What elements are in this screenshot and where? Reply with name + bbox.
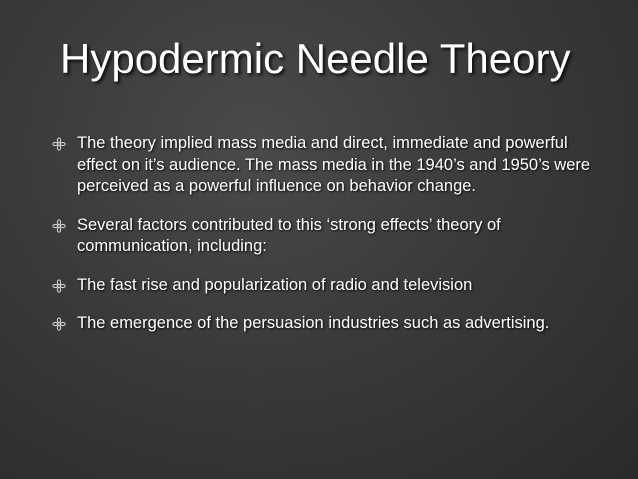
bullet-item <box>52 275 592 297</box>
bullet-text: The emergence of the persuasion industries such as advertising. <box>77 314 550 332</box>
flower-bullet-icon <box>52 219 66 233</box>
bullet-list <box>52 133 592 352</box>
flower-bullet-icon <box>52 137 66 151</box>
bullet-text: The fast rise and popularization of radio and television <box>77 275 473 294</box>
bullet-item <box>52 313 592 335</box>
slide-title: Hypodermic Needle Theory <box>60 35 571 82</box>
flower-bullet-icon <box>52 279 66 293</box>
bullet-text: Several factors contributed to this ‘strong effects’ theory of communication, including: <box>77 215 501 255</box>
bullet-text: The theory implied mass media and direct, immediate and powerful effect on it’s audience. The mass media in the 1940’s and 1950’s were perceived as a powerful influence on behavior change. <box>77 134 591 195</box>
bullet-item <box>52 215 592 258</box>
bullet-item <box>52 133 592 198</box>
flower-bullet-icon <box>52 317 66 331</box>
